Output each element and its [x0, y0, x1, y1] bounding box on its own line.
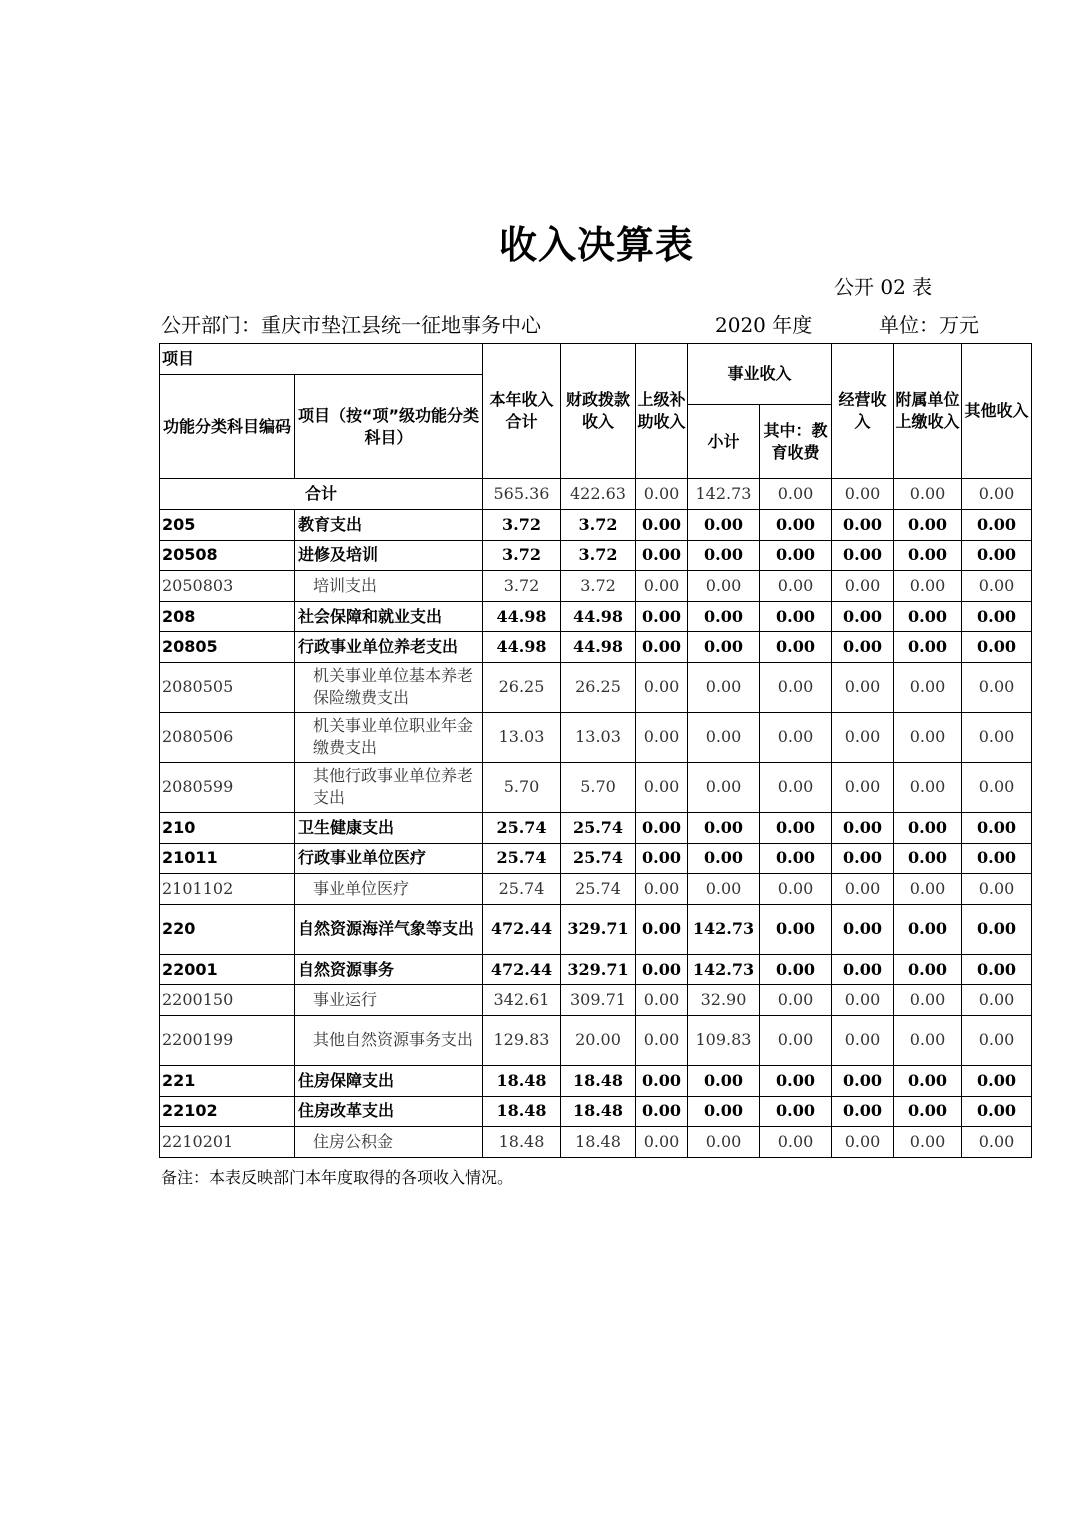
row-value: 0.00 — [894, 904, 962, 954]
row-value: 18.48 — [561, 1127, 636, 1158]
row-value: 0.00 — [688, 601, 760, 632]
row-value: 0.00 — [962, 662, 1032, 712]
table-row — [160, 662, 1032, 712]
row-value: 5.70 — [561, 762, 636, 812]
row-value: 0.00 — [760, 1065, 832, 1096]
row-value: 0.00 — [636, 662, 688, 712]
year-label: 2020 年度 — [715, 313, 813, 337]
row-value: 0.00 — [636, 843, 688, 874]
row-value: 20.00 — [561, 1015, 636, 1065]
table-row — [160, 571, 1032, 602]
header-superior: 上级补助收入 — [636, 344, 688, 479]
row-value: 309.71 — [561, 985, 636, 1016]
row-value: 0.00 — [962, 571, 1032, 602]
row-value: 0.00 — [962, 985, 1032, 1016]
row-name: 卫生健康支出 — [295, 812, 483, 843]
header-fiscal: 财政拨款收入 — [561, 344, 636, 479]
row-value: 0.00 — [962, 540, 1032, 571]
row-value: 0.00 — [962, 632, 1032, 663]
row-value: 44.98 — [561, 601, 636, 632]
row-value: 0.00 — [894, 812, 962, 843]
row-value: 18.48 — [561, 1065, 636, 1096]
row-value: 25.74 — [561, 874, 636, 905]
row-value: 0.00 — [636, 540, 688, 571]
row-value: 0.00 — [760, 812, 832, 843]
row-name: 住房保障支出 — [295, 1065, 483, 1096]
row-value: 142.73 — [688, 954, 760, 985]
row-value: 0.00 — [832, 985, 894, 1016]
row-name: 事业运行 — [295, 985, 483, 1016]
row-value: 472.44 — [483, 954, 561, 985]
header-subtotal: 小计 — [688, 405, 760, 479]
department-label: 公开部门：重庆市垫江县统一征地事务中心 — [161, 313, 541, 337]
row-name: 住房改革支出 — [295, 1096, 483, 1127]
row-value: 0.00 — [894, 571, 962, 602]
row-value: 0.00 — [832, 874, 894, 905]
row-value: 129.83 — [483, 1015, 561, 1065]
total-cell: 0.00 — [760, 479, 832, 510]
row-name: 机关事业单位基本养老保险缴费支出 — [295, 662, 483, 712]
row-value: 0.00 — [962, 712, 1032, 762]
table-row — [160, 985, 1032, 1016]
row-value: 18.48 — [483, 1065, 561, 1096]
row-value: 26.25 — [483, 662, 561, 712]
table-row — [160, 1127, 1032, 1158]
row-code: 22001 — [160, 954, 295, 985]
row-value: 0.00 — [760, 632, 832, 663]
row-code: 2080505 — [160, 662, 295, 712]
row-value: 3.72 — [561, 540, 636, 571]
total-cell: 142.73 — [688, 479, 760, 510]
row-name: 培训支出 — [295, 571, 483, 602]
row-name: 其他自然资源事务支出 — [295, 1015, 483, 1065]
row-value: 3.72 — [561, 510, 636, 541]
row-value: 0.00 — [894, 601, 962, 632]
header-other: 其他收入 — [962, 344, 1032, 479]
row-value: 0.00 — [962, 812, 1032, 843]
total-cell: 0.00 — [832, 479, 894, 510]
row-value: 0.00 — [962, 510, 1032, 541]
row-value: 0.00 — [636, 812, 688, 843]
row-value: 0.00 — [636, 510, 688, 541]
row-value: 342.61 — [483, 985, 561, 1016]
row-value: 0.00 — [636, 985, 688, 1016]
row-value: 0.00 — [688, 571, 760, 602]
row-value: 0.00 — [760, 571, 832, 602]
row-value: 44.98 — [483, 632, 561, 663]
row-value: 5.70 — [483, 762, 561, 812]
header-operating: 经营收入 — [832, 344, 894, 479]
row-name: 事业单位医疗 — [295, 874, 483, 905]
row-value: 0.00 — [760, 1127, 832, 1158]
row-value: 25.74 — [483, 843, 561, 874]
row-value: 0.00 — [636, 571, 688, 602]
row-name: 机关事业单位职业年金缴费支出 — [295, 712, 483, 762]
row-name: 自然资源海洋气象等支出 — [295, 904, 483, 954]
row-value: 0.00 — [962, 601, 1032, 632]
row-value: 0.00 — [832, 601, 894, 632]
row-value: 0.00 — [894, 1096, 962, 1127]
row-value: 0.00 — [832, 1096, 894, 1127]
row-value: 0.00 — [832, 540, 894, 571]
row-code: 2200199 — [160, 1015, 295, 1065]
row-value: 0.00 — [688, 874, 760, 905]
row-code: 2050803 — [160, 571, 295, 602]
table-row — [160, 874, 1032, 905]
row-value: 0.00 — [962, 1015, 1032, 1065]
table-row — [160, 954, 1032, 985]
row-code: 208 — [160, 601, 295, 632]
row-value: 0.00 — [636, 712, 688, 762]
row-value: 26.25 — [561, 662, 636, 712]
row-code: 221 — [160, 1065, 295, 1096]
row-value: 0.00 — [760, 662, 832, 712]
row-value: 0.00 — [832, 632, 894, 663]
table-row — [160, 1096, 1032, 1127]
row-code: 2101102 — [160, 874, 295, 905]
row-name: 社会保障和就业支出 — [295, 601, 483, 632]
row-value: 0.00 — [636, 1096, 688, 1127]
row-value: 0.00 — [832, 1127, 894, 1158]
total-cell: 565.36 — [483, 479, 561, 510]
total-cell: 0.00 — [894, 479, 962, 510]
row-code: 2200150 — [160, 985, 295, 1016]
row-value: 3.72 — [561, 571, 636, 602]
row-value: 0.00 — [894, 954, 962, 985]
row-value: 44.98 — [483, 601, 561, 632]
table-row — [160, 1065, 1032, 1096]
row-value: 13.03 — [561, 712, 636, 762]
row-value: 0.00 — [832, 904, 894, 954]
row-value: 0.00 — [962, 954, 1032, 985]
row-value: 0.00 — [760, 510, 832, 541]
row-value: 25.74 — [561, 812, 636, 843]
header-item: 项目 — [160, 344, 483, 375]
header-total: 本年收入合计 — [483, 344, 561, 479]
row-value: 0.00 — [688, 540, 760, 571]
row-value: 329.71 — [561, 954, 636, 985]
row-name: 教育支出 — [295, 510, 483, 541]
row-value: 0.00 — [894, 843, 962, 874]
row-value: 0.00 — [760, 843, 832, 874]
row-value: 142.73 — [688, 904, 760, 954]
page-title: 收入决算表 — [498, 223, 694, 267]
row-value: 0.00 — [832, 812, 894, 843]
row-value: 0.00 — [894, 985, 962, 1016]
row-value: 32.90 — [688, 985, 760, 1016]
row-name: 其他行政事业单位养老支出 — [295, 762, 483, 812]
row-code: 205 — [160, 510, 295, 541]
row-value: 0.00 — [832, 510, 894, 541]
row-value: 44.98 — [561, 632, 636, 663]
row-value: 0.00 — [894, 1015, 962, 1065]
row-value: 25.74 — [483, 812, 561, 843]
row-value: 0.00 — [760, 904, 832, 954]
row-name: 行政事业单位养老支出 — [295, 632, 483, 663]
row-value: 0.00 — [962, 1096, 1032, 1127]
row-name: 进修及培训 — [295, 540, 483, 571]
table-row — [160, 510, 1032, 541]
row-value: 0.00 — [688, 632, 760, 663]
table-row — [160, 904, 1032, 954]
row-value: 3.72 — [483, 510, 561, 541]
row-name: 自然资源事务 — [295, 954, 483, 985]
row-value: 18.48 — [561, 1096, 636, 1127]
row-value: 0.00 — [962, 874, 1032, 905]
row-value: 0.00 — [760, 985, 832, 1016]
row-code: 2210201 — [160, 1127, 295, 1158]
row-value: 0.00 — [894, 540, 962, 571]
row-name: 行政事业单位医疗 — [295, 843, 483, 874]
row-value: 0.00 — [962, 843, 1032, 874]
row-code: 2080506 — [160, 712, 295, 762]
row-value: 0.00 — [962, 762, 1032, 812]
total-cell: 0.00 — [636, 479, 688, 510]
row-value: 0.00 — [832, 662, 894, 712]
row-value: 0.00 — [894, 1065, 962, 1096]
row-value: 109.83 — [688, 1015, 760, 1065]
row-value: 0.00 — [832, 1015, 894, 1065]
row-value: 0.00 — [688, 762, 760, 812]
total-cell: 0.00 — [962, 479, 1032, 510]
row-value: 0.00 — [894, 1127, 962, 1158]
row-code: 220 — [160, 904, 295, 954]
table-row — [160, 762, 1032, 812]
row-value: 0.00 — [636, 762, 688, 812]
row-value: 0.00 — [894, 712, 962, 762]
row-value: 18.48 — [483, 1127, 561, 1158]
row-value: 0.00 — [760, 874, 832, 905]
total-label: 合计 — [160, 479, 483, 510]
header-edu: 其中：教育收费 — [760, 405, 832, 479]
table-row — [160, 843, 1032, 874]
row-value: 0.00 — [962, 1065, 1032, 1096]
row-value: 0.00 — [688, 1127, 760, 1158]
row-code: 20508 — [160, 540, 295, 571]
row-value: 0.00 — [688, 510, 760, 541]
row-value: 0.00 — [962, 904, 1032, 954]
row-value: 0.00 — [832, 571, 894, 602]
row-value: 0.00 — [636, 1065, 688, 1096]
row-value: 0.00 — [760, 762, 832, 812]
row-value: 0.00 — [894, 874, 962, 905]
row-name: 住房公积金 — [295, 1127, 483, 1158]
row-value: 0.00 — [760, 540, 832, 571]
row-value: 0.00 — [832, 954, 894, 985]
row-value: 0.00 — [688, 812, 760, 843]
row-value: 0.00 — [894, 632, 962, 663]
total-cell: 422.63 — [561, 479, 636, 510]
row-value: 0.00 — [832, 1065, 894, 1096]
row-value: 0.00 — [760, 712, 832, 762]
row-value: 0.00 — [636, 601, 688, 632]
row-value: 0.00 — [636, 1015, 688, 1065]
row-code: 2080599 — [160, 762, 295, 812]
row-value: 0.00 — [832, 843, 894, 874]
row-value: 0.00 — [636, 954, 688, 985]
row-code: 20805 — [160, 632, 295, 663]
footnote: 备注：本表反映部门本年度取得的各项收入情况。 — [161, 1168, 514, 1187]
row-value: 0.00 — [636, 874, 688, 905]
row-value: 25.74 — [483, 874, 561, 905]
form-number: 公开 02 表 — [834, 275, 933, 299]
row-value: 0.00 — [832, 712, 894, 762]
row-code: 210 — [160, 812, 295, 843]
row-value: 472.44 — [483, 904, 561, 954]
header-affiliate: 附属单位上缴收入 — [894, 344, 962, 479]
row-code: 21011 — [160, 843, 295, 874]
table-row — [160, 540, 1032, 571]
row-value: 329.71 — [561, 904, 636, 954]
row-value: 0.00 — [688, 712, 760, 762]
header-business: 事业收入 — [688, 344, 832, 405]
row-value: 0.00 — [832, 762, 894, 812]
row-value: 25.74 — [561, 843, 636, 874]
row-value: 0.00 — [636, 904, 688, 954]
table-row — [160, 1015, 1032, 1065]
unit-label: 单位：万元 — [879, 313, 979, 337]
row-value: 0.00 — [636, 1127, 688, 1158]
table-row — [160, 601, 1032, 632]
row-value: 0.00 — [760, 601, 832, 632]
row-value: 18.48 — [483, 1096, 561, 1127]
row-code: 22102 — [160, 1096, 295, 1127]
row-value: 0.00 — [894, 762, 962, 812]
row-value: 0.00 — [688, 1096, 760, 1127]
row-value: 0.00 — [962, 1127, 1032, 1158]
table-row — [160, 632, 1032, 663]
row-value: 3.72 — [483, 540, 561, 571]
row-value: 0.00 — [688, 662, 760, 712]
header-name: 项目（按“项”级功能分类科目） — [295, 375, 483, 479]
row-value: 13.03 — [483, 712, 561, 762]
table-row — [160, 812, 1032, 843]
row-value: 0.00 — [760, 1096, 832, 1127]
row-value: 0.00 — [688, 843, 760, 874]
row-value: 0.00 — [760, 1015, 832, 1065]
income-table — [159, 343, 1032, 1158]
header-code: 功能分类科目编码 — [160, 375, 295, 479]
row-value: 0.00 — [894, 662, 962, 712]
row-value: 0.00 — [688, 1065, 760, 1096]
table-row — [160, 712, 1032, 762]
row-value: 0.00 — [636, 632, 688, 663]
total-row — [160, 479, 1032, 510]
row-value: 0.00 — [894, 510, 962, 541]
row-value: 3.72 — [483, 571, 561, 602]
row-value: 0.00 — [760, 954, 832, 985]
